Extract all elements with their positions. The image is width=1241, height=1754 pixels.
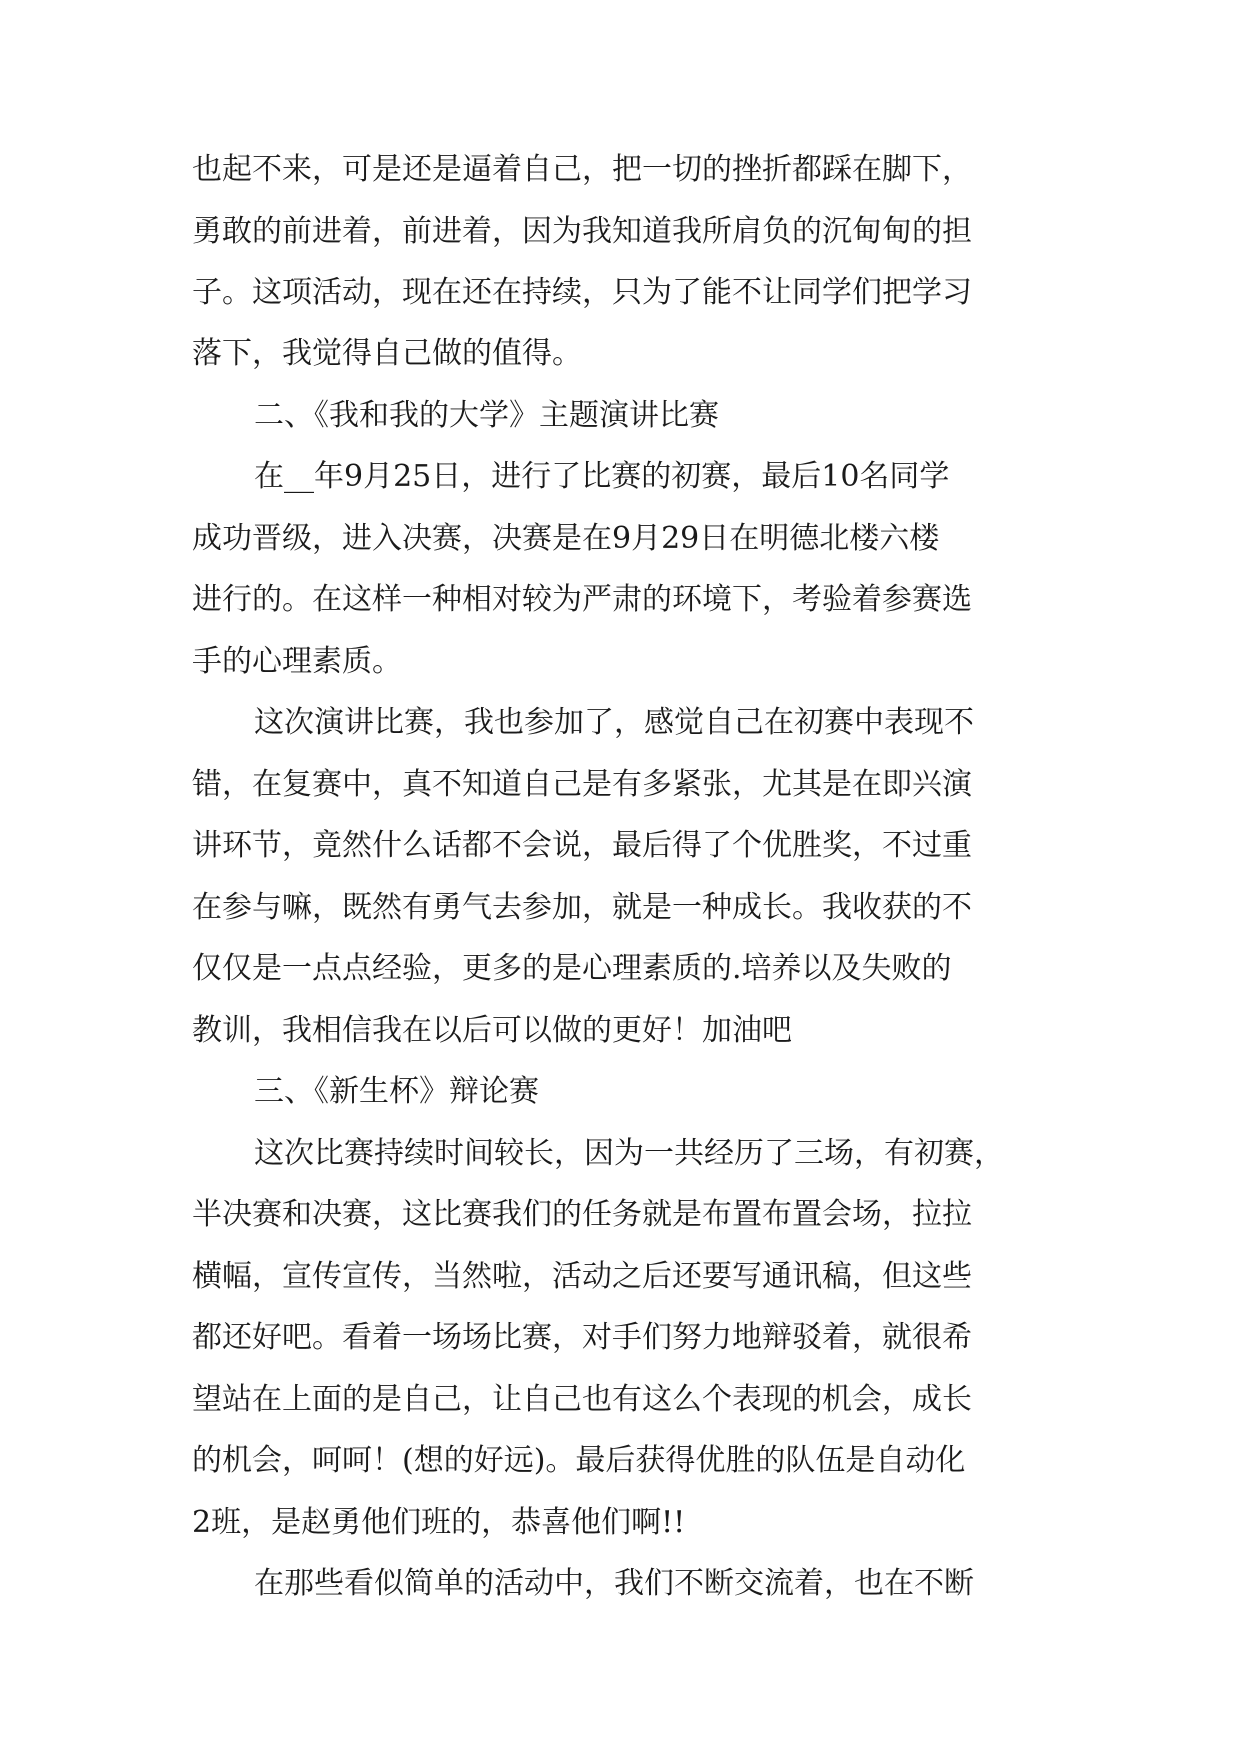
text-line: 错，在复赛中，真不知道自己是有多紧张，尤其是在即兴演: [192, 767, 972, 802]
text-line: 手的心理素质。: [192, 644, 402, 679]
text-line: 仅仅是一点点经验，更多的是心理素质的.培养以及失败的: [192, 951, 952, 986]
text-line: 进行的。在这样一种相对较为严肃的环境下，考验着参赛选: [192, 582, 972, 617]
text-line: 这次演讲比赛，我也参加了，感觉自己在初赛中表现不: [254, 705, 974, 740]
text-line: 子。这项活动，现在还在持续，只为了能不让同学们把学习: [192, 275, 972, 310]
text-line: 成功晋级，进入决赛，决赛是在9月29日在明德北楼六楼: [192, 521, 940, 556]
section-heading: 三、《新生杯》辩论赛: [254, 1074, 539, 1109]
text-line: 横幅，宣传宣传，当然啦，活动之后还要写通讯稿，但这些: [192, 1259, 972, 1294]
section-heading: 二、《我和我的大学》主题演讲比赛: [254, 398, 719, 433]
text-line: 讲环节，竟然什么话都不会说，最后得了个优胜奖，不过重: [192, 828, 972, 863]
text-line: 勇敢的前进着，前进着，因为我知道我所肩负的沉甸甸的担: [192, 214, 972, 249]
text-line: 在参与嘛，既然有勇气去参加，就是一种成长。我收获的不: [192, 890, 972, 925]
text-line: 这次比赛持续时间较长，因为一共经历了三场，有初赛，: [254, 1136, 1004, 1171]
text-line: 2班，是赵勇他们班的，恭喜他们啊!!: [192, 1505, 686, 1540]
text-line: 在__年9月25日，进行了比赛的初赛，最后10名同学: [254, 459, 950, 494]
text-line: 都还好吧。看着一场场比赛，对手们努力地辩驳着，就很希: [192, 1320, 972, 1355]
text-line: 在那些看似简单的活动中，我们不断交流着，也在不断: [254, 1566, 974, 1601]
text-line: 落下，我觉得自己做的值得。: [192, 336, 582, 371]
text-line: 望站在上面的是自己，让自己也有这么个表现的机会，成长: [192, 1382, 972, 1417]
text-line: 的机会，呵呵！(想的好远)。最后获得优胜的队伍是自动化: [192, 1443, 966, 1478]
text-line: 也起不来，可是还是逼着自己，把一切的挫折都踩在脚下，: [192, 152, 972, 187]
text-line: 教训，我相信我在以后可以做的更好！加油吧: [192, 1013, 792, 1048]
text-line: 半决赛和决赛，这比赛我们的任务就是布置布置会场，拉拉: [192, 1197, 972, 1232]
